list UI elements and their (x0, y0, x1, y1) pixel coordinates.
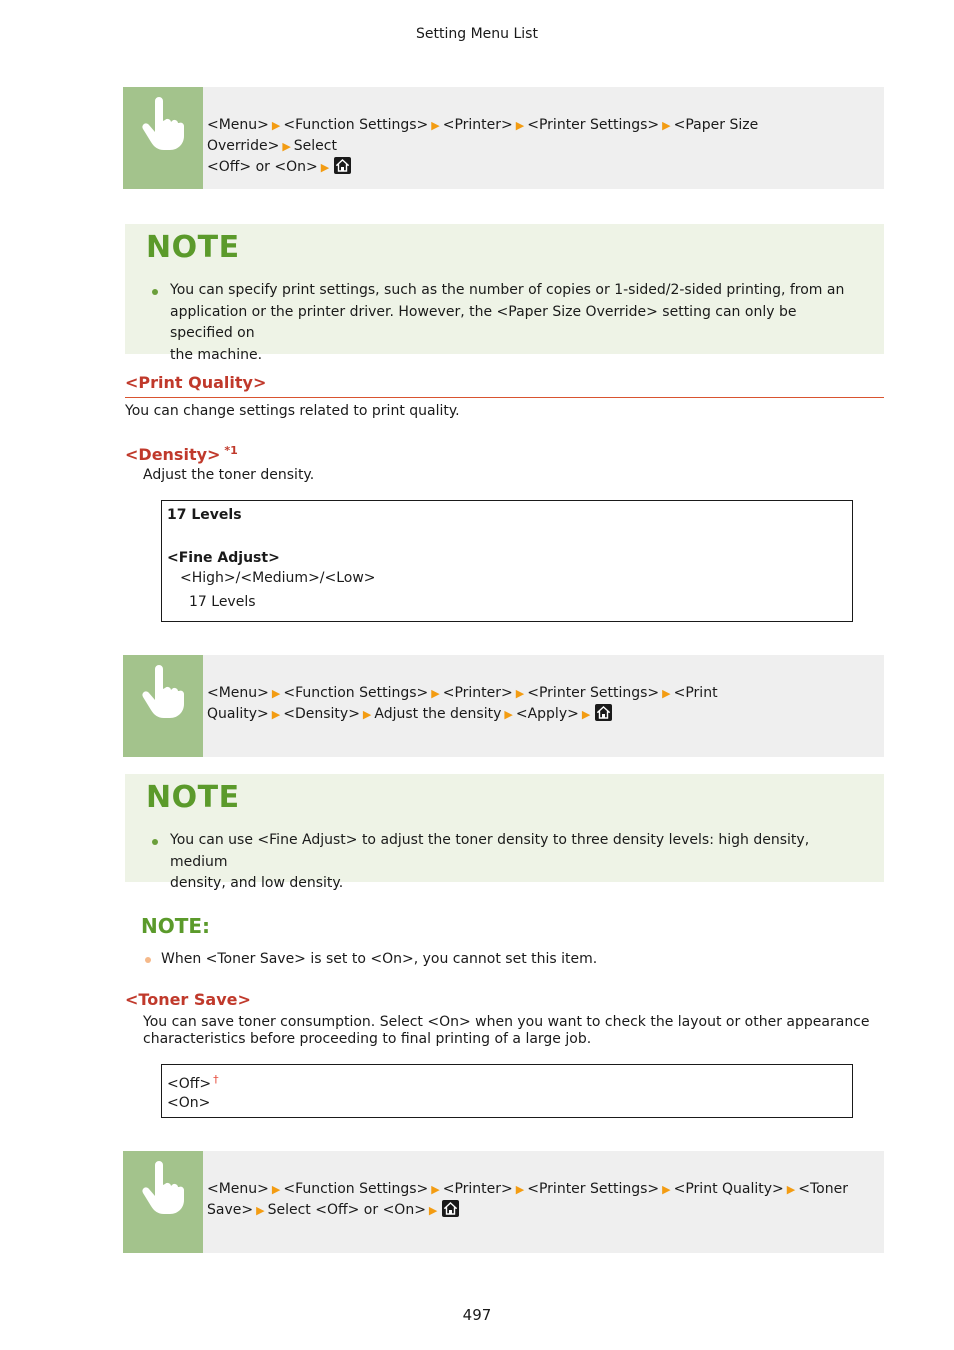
density-heading-label: <Density> (125, 445, 221, 464)
note-title: NOTE (146, 780, 240, 815)
footnote-marker: *1 (224, 444, 238, 457)
note-line: the machine. (170, 346, 263, 363)
section-heading-density (125, 444, 238, 464)
operation-steps-text (207, 115, 878, 178)
section-heading-print-quality: <Print Quality> (125, 373, 267, 392)
arrow-right-icon: ▶ (581, 708, 591, 721)
arrow-right-icon: ▶ (431, 1183, 440, 1196)
bullet-icon (152, 289, 158, 295)
operation-steps-box (123, 1151, 884, 1253)
arrow-right-icon: ▶ (271, 119, 281, 132)
fine-adjust-label: <Fine Adjust> (167, 550, 280, 566)
section-heading-toner-save: <Toner Save> (125, 990, 251, 1009)
hand-pointer-icon (139, 97, 185, 153)
arrow-right-icon: ▶ (662, 1183, 671, 1196)
bullet-icon (152, 839, 158, 845)
op-line-1 (207, 115, 878, 157)
arrow-right-icon: ▶ (256, 1204, 265, 1217)
note-text (170, 280, 860, 366)
note-title: NOTE (146, 230, 240, 265)
toner-save-option-off (167, 1071, 219, 1093)
note-line: density, and low density. (170, 875, 344, 891)
op-step: <Apply> (515, 706, 579, 722)
op-step: <Menu> (207, 685, 269, 701)
home-icon (334, 157, 351, 174)
op-step: Quality> (207, 706, 269, 722)
fine-adjust-levels: 17 Levels (189, 594, 256, 610)
op-step: Select <Off> or <On> (267, 1202, 426, 1218)
op-step: <Function Settings> (283, 1181, 429, 1197)
note-line: You can use <Fine Adjust> to adjust the toner density to three density levels: high density, medium (170, 832, 810, 870)
note-line: You can specify print settings, such as the number of copies or 1-sided/2-sided printing, from an (170, 282, 845, 298)
op-step: <Off> or <On> (207, 159, 318, 175)
operation-steps-text (207, 1179, 878, 1221)
arrow-right-icon: ▶ (515, 687, 525, 700)
op-step: <Density> (283, 706, 360, 722)
hand-pointer-icon (139, 1161, 185, 1217)
operation-steps-text (207, 683, 878, 725)
note-text (170, 830, 860, 895)
op-step: <Menu> (207, 1181, 269, 1197)
op-line-1 (207, 683, 878, 704)
op-line-1 (207, 1179, 878, 1200)
op-line-2 (207, 157, 878, 178)
hand-pointer-icon (139, 665, 185, 721)
density-settings-box (161, 500, 853, 622)
note-box (125, 224, 884, 363)
arrow-right-icon: ▶ (362, 708, 372, 721)
op-step: <Printer Settings> (527, 1181, 660, 1197)
op-step: <Print (673, 685, 718, 701)
density-description: Adjust the toner density. (143, 467, 315, 483)
op-step: <Paper Size Override> (207, 117, 759, 154)
op-line-2 (207, 704, 878, 725)
default-marker: † (213, 1073, 219, 1086)
op-step: <Menu> (207, 117, 269, 133)
home-icon (595, 704, 612, 721)
op-step: <Printer Settings> (527, 117, 660, 133)
op-step: <Printer> (442, 1181, 513, 1197)
toner-save-settings-box (161, 1064, 853, 1118)
arrow-right-icon: ▶ (320, 161, 330, 174)
op-step: <Printer Settings> (527, 685, 660, 701)
op-step: Save> (207, 1202, 254, 1218)
density-levels: 17 Levels (167, 507, 242, 523)
bullet-icon (145, 957, 151, 963)
arrow-right-icon: ▶ (504, 708, 513, 721)
arrow-right-icon: ▶ (431, 119, 440, 132)
arrow-right-icon: ▶ (271, 687, 281, 700)
op-line-2 (207, 1200, 878, 1221)
op-step: <Printer> (442, 685, 513, 701)
arrow-right-icon: ▶ (662, 119, 671, 132)
note-small-text: When <Toner Save> is set to <On>, you cannot set this item. (161, 951, 598, 967)
arrow-right-icon: ▶ (515, 1183, 525, 1196)
arrow-right-icon: ▶ (428, 1204, 438, 1217)
toner-save-description-line: You can save toner consumption. Select <On> when you want to check the layout or other appearance (143, 1014, 870, 1030)
arrow-right-icon: ▶ (271, 1183, 281, 1196)
op-step: Adjust the density (374, 706, 502, 722)
arrow-right-icon: ▶ (271, 708, 281, 721)
op-icon-panel (123, 87, 203, 189)
home-icon (442, 1200, 459, 1217)
arrow-right-icon: ▶ (282, 140, 291, 153)
op-icon-panel (123, 1151, 203, 1253)
op-icon-panel (123, 655, 203, 757)
note-box (125, 774, 884, 891)
arrow-right-icon: ▶ (515, 119, 525, 132)
op-step: <Toner (798, 1181, 848, 1197)
op-step: Select (293, 138, 337, 154)
section-divider (125, 397, 884, 398)
op-step: <Printer> (442, 117, 513, 133)
arrow-right-icon: ▶ (786, 1183, 796, 1196)
operation-steps-box (123, 655, 884, 757)
op-step: <Function Settings> (283, 685, 429, 701)
print-quality-description: You can change settings related to print quality. (125, 403, 460, 419)
op-step: <Function Settings> (283, 117, 429, 133)
operation-steps-box (123, 87, 884, 189)
toner-save-option-on: <On> (167, 1095, 211, 1111)
page-number: 497 (462, 1306, 492, 1324)
note-line: application or the printer driver. However, the <Paper Size Override> setting can only be specified on (170, 303, 797, 341)
toner-save-description-line: characteristics before proceeding to final printing of a large job. (143, 1031, 592, 1047)
note-small-title: NOTE: (141, 914, 211, 938)
page-header-title: Setting Menu List (416, 26, 538, 42)
option-label: <Off> (167, 1076, 212, 1092)
arrow-right-icon: ▶ (431, 687, 440, 700)
op-step: <Print Quality> (673, 1181, 784, 1197)
fine-adjust-options: <High>/<Medium>/<Low> (180, 570, 376, 586)
arrow-right-icon: ▶ (662, 687, 671, 700)
